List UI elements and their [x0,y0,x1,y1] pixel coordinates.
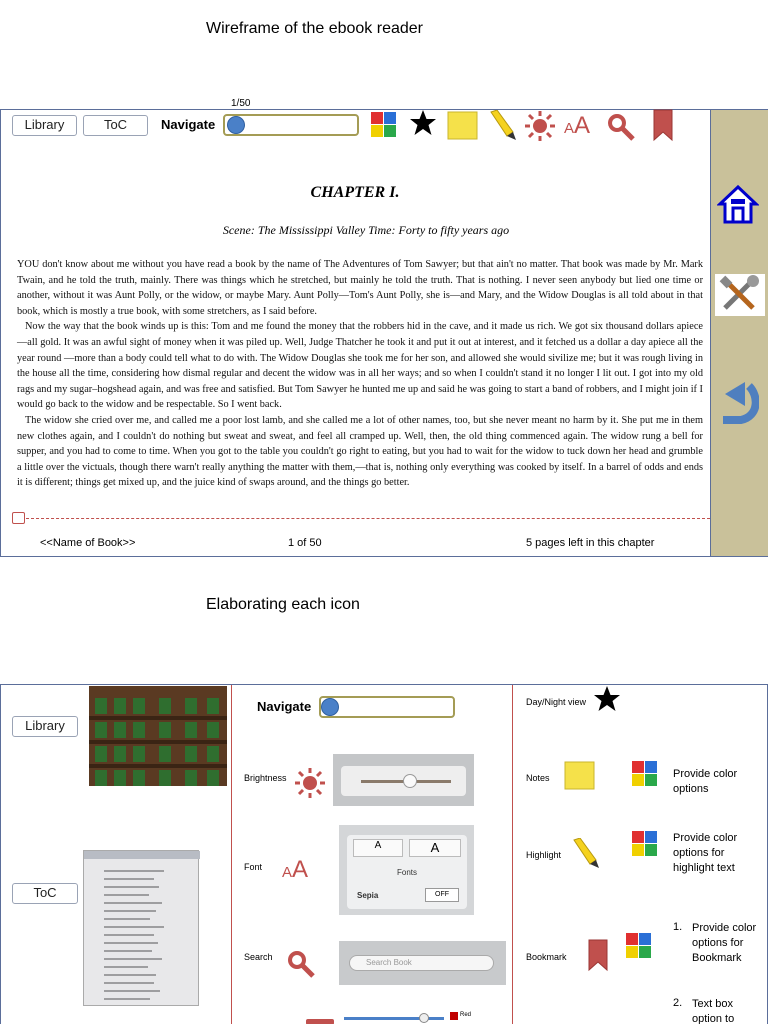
red-swatch-label: Red [460,1012,472,1018]
library-button-example[interactable]: Library [12,716,78,737]
wireframe-title: Wireframe of the ebook reader [206,20,423,37]
settings-tools-icon[interactable] [715,274,765,316]
bookmark-label: Bookmark [526,952,567,962]
search-icon [286,949,316,979]
chapter-marker[interactable] [12,512,25,524]
notes-label: Notes [526,773,550,783]
highlight-description: Provide color options for highlight text [673,832,738,874]
day-night-star-icon [593,685,621,713]
library-shelf-screenshot [89,686,227,786]
color-options-icon [626,933,652,959]
bookmark-item-2-number: 2. [673,997,683,1009]
sepia-label: Sepia [357,891,379,900]
font-label: Font [244,862,263,872]
font-decrease-button[interactable]: A [353,839,403,857]
brightness-icon [294,767,326,799]
search-label: Search [244,952,273,962]
bookmark-icon[interactable] [652,108,674,142]
library-button[interactable]: Library [12,115,77,136]
page-of: 1 of 50 [288,537,322,549]
sepia-toggle[interactable]: OFF [425,888,459,902]
color-slider-knob[interactable] [419,1013,429,1023]
font-popup-screenshot [339,825,474,915]
reader-paragraph: Now the way that the book winds up is this: Tom and me found the money that the robbers hid in the cave, and it made us rich. We got six thousand dollars apiece—all gold. It was an awful sight of money when it was piled up. Well, Judge Thatcher he took it and put it out at interest, and it fetched us a dollar a day apiece all the year round —more than a body could tell what to do with. The Widow Douglas she took me for her son, and allowed she would sivilize me; but it was rough living in the house all the time, considering how dismal regular and decent the widow was in all her ways; and so when I couldn't stand it no longer I lit out. I got into my old rags and my sugar–hogshead again, and was free and satisfied. But Tom Sawyer he hunted me up and said he was going to start a band of robbers, and I might join if I would go back to the widow and be respectable. So I went back. [17,321,703,411]
color-options-icon[interactable] [371,112,397,138]
navigate-label-example: Navigate [257,699,312,714]
home-icon[interactable] [717,184,759,226]
navigate-slider-example[interactable] [319,696,455,718]
font-increase-button[interactable]: A [409,839,461,857]
font-size-icon[interactable]: AA [564,112,591,139]
font-size-icon: AA [282,856,309,883]
chapter-scene: Scene: The Mississippi Valley Time: Forty to fifty years ago [222,223,510,237]
notes-icon [564,761,596,791]
reader-body-text [17,257,703,491]
color-options-icon [632,831,658,857]
highlight-label: Highlight [526,850,562,860]
toc-button[interactable]: ToC [83,115,148,136]
brightness-label: Brightness [244,773,287,783]
highlight-icon [568,838,602,870]
pages-left: 5 pages left in this chapter [526,537,655,549]
daynight-label: Day/Night view [526,697,587,707]
highlight-icon[interactable] [485,110,519,142]
notes-description: Provide color options [673,768,738,795]
notes-icon[interactable] [447,111,479,141]
back-arrow-icon[interactable] [719,376,759,426]
day-night-star-icon[interactable] [409,109,437,137]
navigate-slider-knob[interactable] [227,116,245,134]
page-indicator: 1/50 [231,98,251,109]
bookmark-item-1-number: 1. [673,921,683,933]
right-sidebar [710,110,768,556]
chapter-progress-line [26,518,710,519]
book-name: <<Name of Book>> [40,537,136,549]
fonts-option[interactable]: Fonts [397,868,418,877]
color-slider[interactable] [344,1017,444,1020]
navigate-slider-knob[interactable] [321,698,339,716]
column-divider [231,685,232,1024]
brightness-slider-knob[interactable] [403,774,417,788]
elaborate-title: Elaborating each icon [206,596,360,613]
bookmark-icon [587,938,609,972]
navigate-label: Navigate [161,117,216,132]
navigate-slider[interactable] [223,114,359,136]
brightness-icon[interactable] [524,110,556,142]
chapter-title: CHAPTER I. [310,184,400,201]
red-swatch [450,1012,458,1020]
reader-paragraph: The widow she cried over me, and called me a poor lost lamb, and she called me a lot of other names, too, but she never meant no harm by it. She put me in them new clothes again, and I couldn't do nothing but sweat and sweat, and feel all cramped up. Well, then, the old thing commenced again. The widow rung a bell for supper, and you had to come to time. When you got to the table you couldn't go right to eating, but you had to wait for the widow to tuck down her head and grumble a little over the victuals, though there warn't really anything the matter with them,—that is, nothing only everything was cooked by itself. In a barrel of odds and ends it is different; things get mixed up, and the juice kind of swaps around, and the things go better. [17,414,703,489]
reader-paragraph: YOU don't know about me without you have read a book by the name of The Adventures of Tom Sawyer; but that ain't no matter. That book was made by Mr. Mark Twain, and he told the truth, mainly. There was things which he stretched, but mainly he told the truth. That is nothing. I never seen anybody but lied one time or another, without it was Aunt Polly, or the widow, or maybe Mary. Aunt Polly—Tom's Aunt Polly, she is—and Mary, and the Widow Douglas is all told about in that book, which is mostly a true book, with some stretchers, as I said before. [17,259,703,317]
partial-icon [306,1019,334,1024]
brightness-popup-screenshot [333,754,474,806]
search-book-input[interactable]: Search Book [349,955,494,971]
column-divider [512,685,513,1024]
search-icon[interactable] [606,112,636,142]
search-popup-screenshot [339,941,506,985]
bookmark-item-1: Provide color options for Bookmark [692,922,757,964]
bookmark-item-2: Text box option to [692,998,735,1024]
color-options-icon [632,761,658,787]
toc-button-example[interactable]: ToC [12,883,78,904]
toc-screenshot [83,850,199,1006]
